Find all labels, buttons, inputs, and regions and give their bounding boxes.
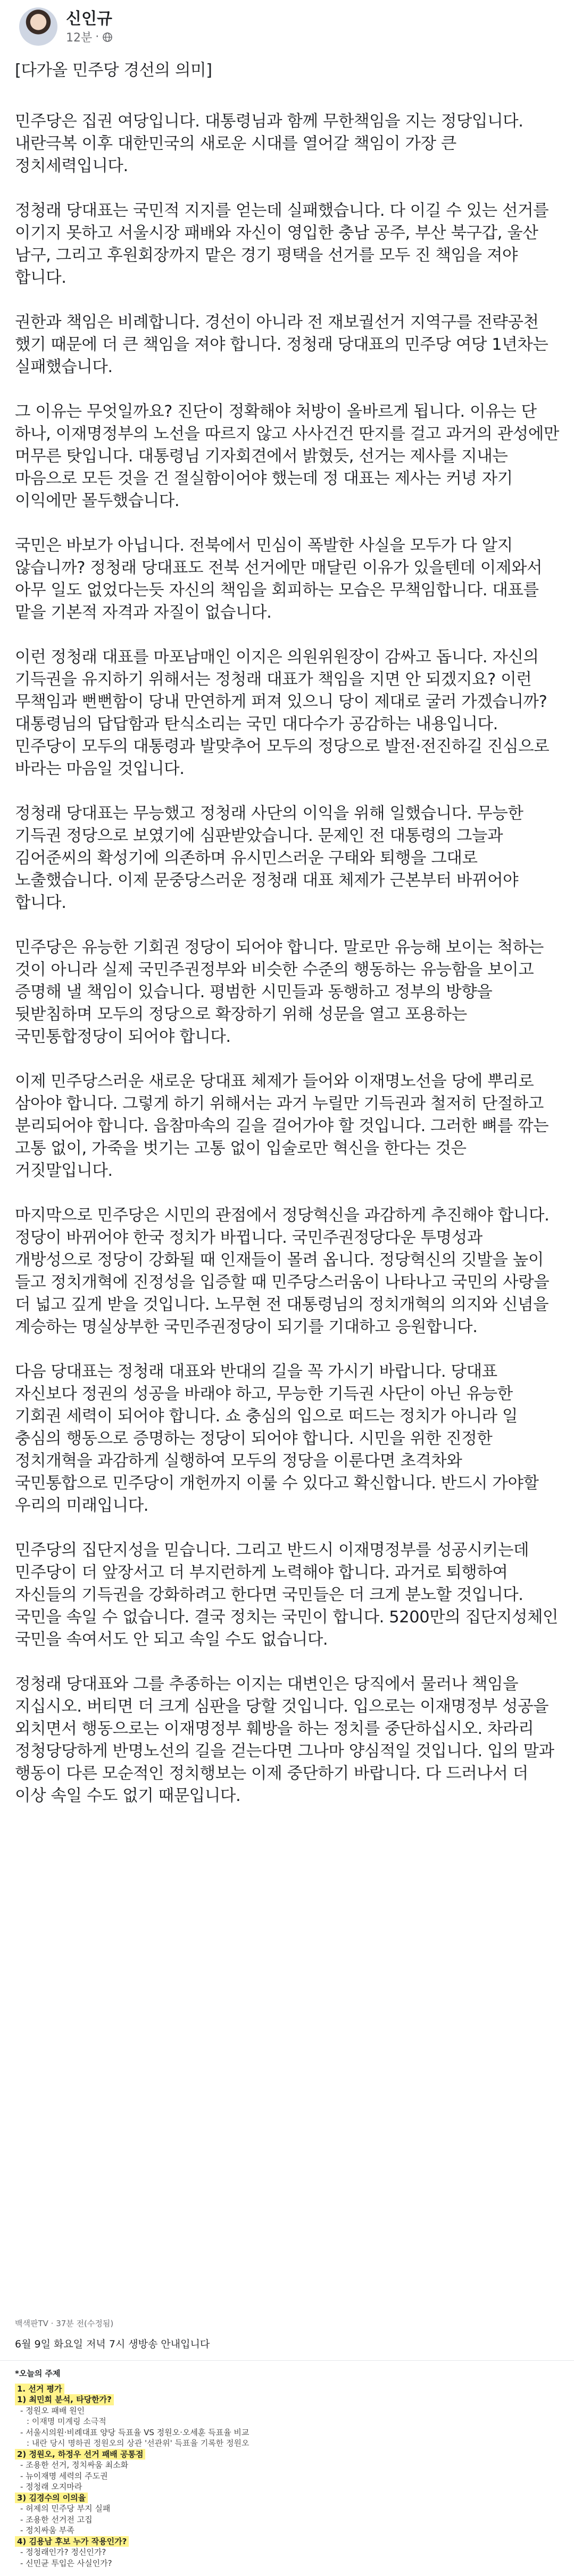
post-paragraph: 이제 민주당스러운 새로운 당대표 체제가 들어와 이재명노선을 당에 뿌리로 삼아야 합니다. 그렇게 하기 위해서는 과거 누릴만 기득권과 철저히 단절하고 분리되어야 합니다. 읍참마속의 길을 걸어가야 할 것입니다. 그러한 뼈를 깎는 고통 없이, 가죽을 벗기는 고통 없이 입술로만 혁신을 한다는 것은 거짓말입니다.	[15, 1072, 549, 1180]
post-paragraph: 정청래 당대표는 무능했고 정청래 사단의 이익을 위해 일했습니다. 무능한 기득권 정당으로 보였기에 심판받았습니다. 문제인 전 대통령의 그늘과 김어준씨의 확성기에 의존하며 유시민스러운 구태와 퇴행을 그대로 노출했습니다. 이제 문중당스러운 정청래 대표 체제가 근본부터 바뀌어야 합니다.	[15, 804, 523, 912]
topic-item: - 조용한 선거, 정치싸움 최소화	[20, 2460, 129, 2470]
post-paragraph: 마지막으로 민주당은 시민의 관점에서 정당혁신을 과감하게 추진해야 합니다. 정당이 바뀌어야 한국 정치가 바뀝니다. 국민주권정당다운 투명성과 개방성으로 정당이 강화될 때 인재들이 몰려 옵니다. 정당혁신의 깃발을 높이 들고 정치개혁에 진정성을 입증할 때 민주당스러움이 나타나고 국민의 사랑을 더 넓고 깊게 받을 것입니다. 노무현 전 대통령님의 정치개혁의 의지와 신념을 계승하는 명실상부한 국민주권정당이 되기를 기대하고 응원합니다.	[15, 1206, 550, 1336]
shared-post[interactable]	[0, 2318, 574, 2576]
globe-icon	[102, 32, 113, 43]
topic-item: - 정치싸움 부족	[20, 2526, 74, 2535]
topic-item: - 서울시의원·비례대표 양당 득표율 VS 정원오·오세훈 득표율 비교	[20, 2427, 249, 2437]
topic-item: - 허제의 민주당 부지 실패	[20, 2504, 111, 2513]
topic-item: 1. 선거 평가	[15, 2384, 559, 2395]
avatar[interactable]	[19, 7, 57, 46]
shared-source[interactable]: 백색판TV · 37분 전(수정됨)	[15, 2319, 114, 2328]
post-paragraph: 민주당의 집단지성을 믿습니다. 그리고 반드시 이재명정부를 성공시키는데 민주당이 더 앞장서고 더 부지런하게 노력해야 합니다. 과거로 퇴행하여 자신들의 기득권을 강화하려고 한다면 국민들은 더 크게 분노할 것입니다. 국민을 속일 수 없습니다. 결국 정치는 국민이 합니다. 5200만의 집단지성체인 국민을 속여서도 안 되고 속일 수도 없습니다.	[15, 1541, 559, 1649]
shared-notice: 6월 9일 화요일 저녁 7시 생방송 안내입니다	[15, 2338, 210, 2350]
post-paragraph: 민주당은 유능한 기회권 정당이 되어야 합니다. 말로만 유능해 보이는 척하는 것이 아니라 실제 국민주권정부와 비슷한 수준의 행동하는 유능함을 보이고 증명해 낼 책임이 있습니다. 평범한 시민들과 동행하고 정부의 방향을 뒷받침하며 모두의 정당으로 확장하기 위해 성문을 열고 포용하는 국민통합정당이 되어야 합니다.	[15, 938, 544, 1046]
topic-item: - 정청래 오지마라	[20, 2482, 82, 2491]
topics-list	[0, 2361, 574, 2576]
post-paragraph: 이런 정청래 대표를 마포남매인 이지은 의원위원장이 감싸고 돕니다. 자신의 기득권을 유지하기 위해서는 정청래 대표가 책임을 지면 안 되겠지요? 이런 무책임과 뻔뻔함이 당내 만연하게 퍼져 있으니 당이 제대로 굴러 가겠습니까? 대통령님의 답답함과 탄식소리는 국민 대다수가 공감하는 내용입니다. 민주당이 모두의 대통령과 발맞추어 모두의 정당으로 발전·전진하길 진심으로 바라는 마음일 것입니다.	[15, 648, 550, 778]
topic-item: - 뉴이재명 세력의 주도권	[20, 2471, 108, 2481]
post-paragraph: 정청래 당대표는 국민적 지지를 얻는데 실패했습니다. 다 이길 수 있는 선거를 이기지 못하고 서울시장 패배와 자신이 영입한 충남 공주, 부산 북구갑, 울산 남구, 그리고 후원회장까지 맡은 경기 평택을 선거를 모두 진 책임을 져야 합니다.	[15, 201, 549, 287]
post-header	[0, 0, 574, 53]
post-paragraph: 민주당은 집권 여당입니다. 대통령님과 함께 무한책임을 지는 정당입니다. 내란극복 이후 대한민국의 새로운 시대를 열어갈 책임이 가장 큰 정치세력입니다.	[15, 112, 523, 175]
post-title: [다가올 민주당 경선의 의미]	[15, 61, 212, 80]
topic-item: - 정청래인가? 정신인가?	[20, 2547, 106, 2557]
topic-item: 3) 김경수의 이의율	[15, 2493, 559, 2504]
topic-item: - 조용한 선거전 고집	[20, 2514, 93, 2524]
topic-item: - 정원오 패배 원인	[20, 2405, 85, 2415]
meta-separator: ·	[95, 30, 99, 44]
topic-item: - 신민균 투입은 사실인가?	[20, 2558, 112, 2568]
topic-item: : 이재명 미계링 소극적	[27, 2417, 106, 2426]
topics-title: *오늘의 주제	[15, 2369, 61, 2378]
post-paragraph: 권한과 책임은 비례합니다. 경선이 아니라 전 재보궐선거 지역구를 전략공천 했기 때문에 더 큰 책임을 져야 합니다. 정청래 당대표의 민주당 여당 1년차는 실패했습니다.	[15, 313, 548, 376]
post-paragraph: 다음 당대표는 정청래 대표와 반대의 길을 꼭 가시기 바랍니다. 당대표 자신보다 정권의 성공을 바래야 하고, 무능한 기득권 사단이 아닌 유능한 기회권 세력이 되어야 합니다. 쇼 충심의 입으로 떠드는 정치가 아니라 일 충심의 행동으로 증명하는 정당이 되어야 합니다. 시민을 위한 진정한 정치개혁을 과감하게 실행하여 모두의 정당을 이룬다면 초격차와 국민통합으로 민주당이 개헌까지 이룰 수 있다고 확신합니다. 반드시 가야할 우리의 미래입니다.	[15, 1362, 539, 1515]
post-paragraph: 그 이유는 무엇일까요? 진단이 정확해야 처방이 올바르게 됩니다. 이유는 단 하나, 이재명정부의 노선을 따르지 않고 사사건건 딴지를 걸고 과거의 관성에만 머무른 탓입니다. 대통령님 기자회견에서 밝혔듯, 선거는 제사를 지내는 마음으로 모든 것을 건 절실함이어야 했는데 정 대표는 제사는 커녕 자기 이익에만 몰두했습니다.	[15, 402, 559, 510]
author-name[interactable]: 신인규	[66, 10, 112, 28]
topic-item: 4) 김용남 후보 누가 작용인가?	[15, 2536, 559, 2547]
post-paragraph: 국민은 바보가 아닙니다. 전북에서 민심이 폭발한 사실을 모두가 다 알지 않습니까? 정청래 당대표도 전북 선거에만 매달린 이유가 있을텐데 이제와서 아무 일도 없었다는듯 자신의 책임을 회피하는 모습은 무책임합니다. 대표를 맡을 기본적 자격과 자질이 없습니다.	[15, 536, 543, 622]
post-body	[15, 60, 560, 1830]
post-paragraph: 정청래 당대표와 그를 추종하는 이지는 대변인은 당직에서 물러나 책임을 지십시오. 버티면 더 크게 심판을 당할 것입니다. 입으로는 이재명정부 성공을 외치면서 행동으로는 이재명정부 훼방을 하는 정치를 중단하십시오. 차라리 정청당당하게 반명노선의 길을 걷는다면 그나마 양심적일 것입니다. 입의 말과 행동이 다른 모순적인 정치행보는 이제 중단하기 바랍니다. 다 드러나서 더 이상 속일 수도 없기 때문입니다.	[15, 1675, 554, 1805]
topic-item: : 내란 당시 명하권 정원오의 상관 '선관위' 득표율 기록한 정원오	[27, 2438, 249, 2448]
post-meta	[66, 29, 113, 45]
topic-item: 2) 정원오, 하정우 선거 패배 공통점	[15, 2449, 559, 2460]
topic-item: 1) 최민희 분석, 타당한가?	[15, 2394, 559, 2405]
post-time[interactable]: 12분	[66, 31, 93, 45]
